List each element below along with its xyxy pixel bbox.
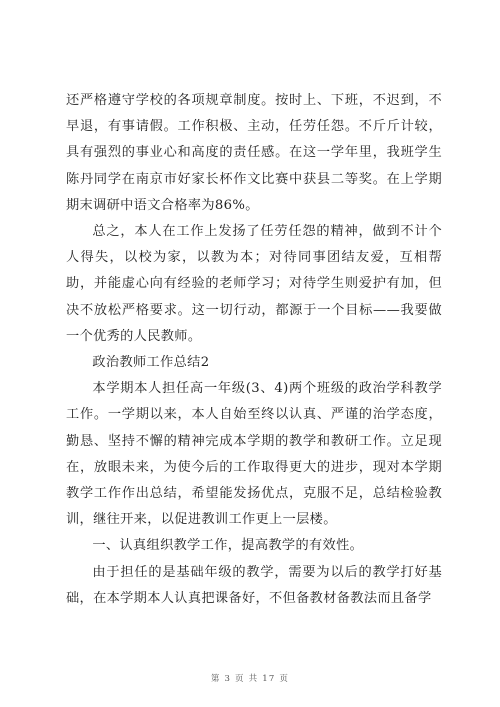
paragraph-summary: 总之，本人在工作上发扬了任劳任怨的精神，做到不计个人得失，以校为家，以教为本；对待同事团结友爱，互相帮助，并能虚心向有经验的老师学习；对待学生则爱护有加，但决不放松严格要求。这一切行动，都源于一个目标——我要做一个优秀的人民教师。: [66, 224, 442, 344]
subsection-heading: 一、认真组织教学工作，提高教学的有效性。: [92, 538, 364, 554]
section-title: 政治教师工作总结2: [92, 355, 210, 371]
paragraph-intro: 本学期本人担任高一年级(3、4)两个班级的政治学科教学工作。一学期以来，本人自始至终以认真、严谨的治学态度，勤恳、坚持不懈的精神完成本学期的教学和教研工作。立足现在，放眼未来，为使今后的工作取得更大的进步，现对本学期教学工作作出总结，希望能发扬优点，克服不足，总结检验教训，继往开来，以促进教训工作更上一层楼。: [66, 381, 442, 528]
page-footer: 第 3 页 共 17 页: [210, 674, 290, 684]
paragraph-continuation: 还严格遵守学校的各项规章制度。按时上、下班，不迟到，不早退，有事请假。工作积极、主动，任劳任怨。不斤斤计较，具有强烈的事业心和高度的责任感。在这一学年里，我班学生陈丹同学在南京市好家长杯作文比赛中获县二等奖。在上学期期末调研中语文合格率为86%。: [66, 93, 442, 213]
document-body: [66, 88, 442, 612]
paragraph-teaching: 由于担任的是基础年级的教学，需要为以后的教学打好基础，在本学期本人认真把课备好，不但备教材备教法而且备学: [66, 564, 442, 606]
